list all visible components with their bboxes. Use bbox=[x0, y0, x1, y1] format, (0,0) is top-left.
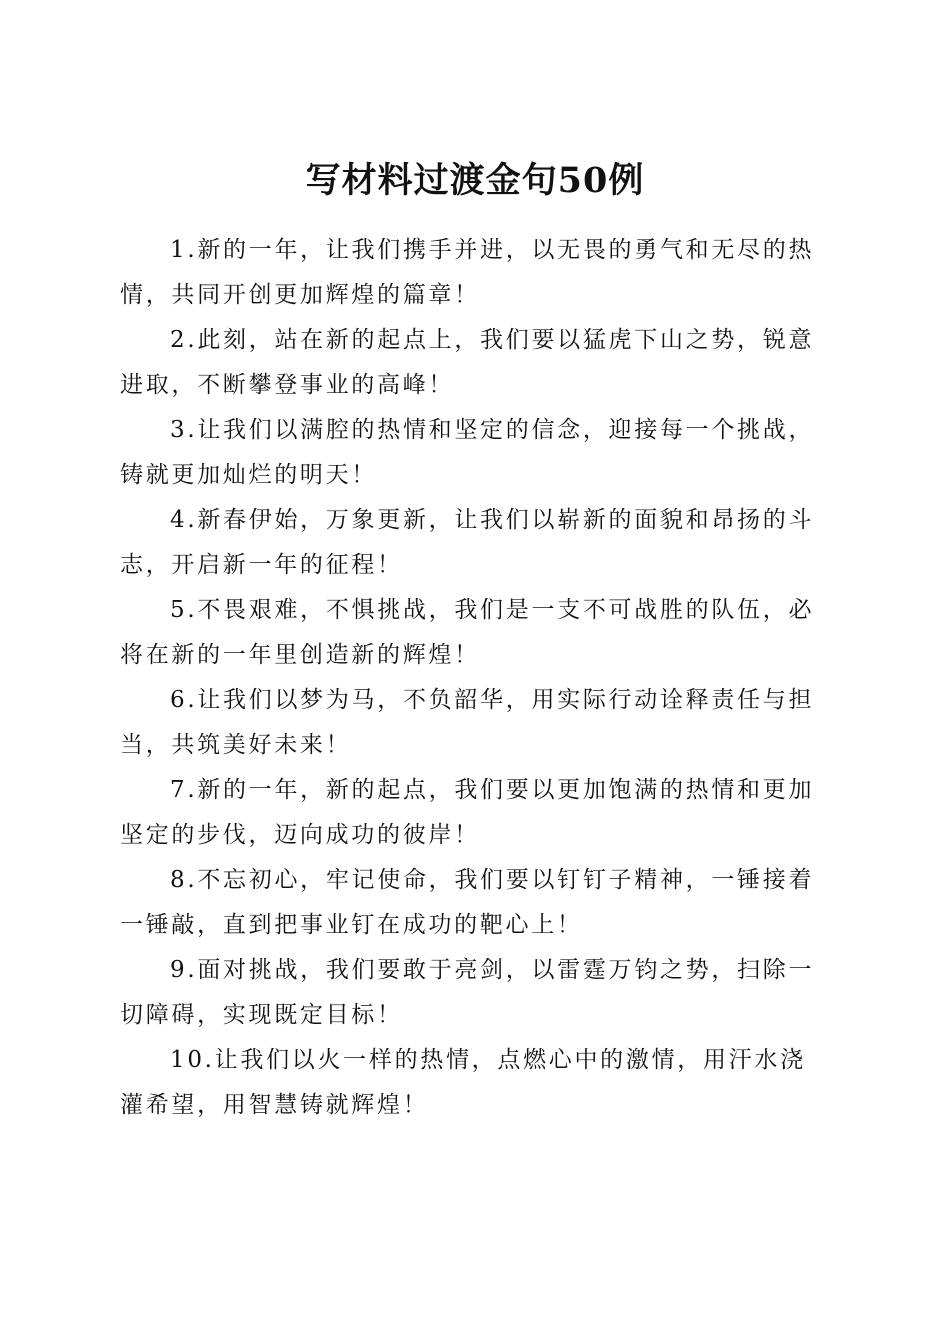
paragraph-5: 5.不畏艰难，不惧挑战，我们是一支不可战胜的队伍，必将在新的一年里创造新的辉煌！ bbox=[120, 597, 815, 668]
paragraph-1: 1.新的一年，让我们携手并进，以无畏的勇气和无尽的热情，共同开创更加辉煌的篇章！ bbox=[120, 237, 815, 308]
paragraph-9: 9.面对挑战，我们要敢于亮剑，以雷霆万钧之势，扫除一切障碍，实现既定目标！ bbox=[120, 957, 815, 1028]
paragraph-7: 7.新的一年，新的起点，我们要以更加饱满的热情和更加坚定的步伐，迈向成功的彼岸！ bbox=[120, 777, 815, 848]
paragraph-3: 3.让我们以满腔的热情和坚定的信念，迎接每一个挑战，铸就更加灿烂的明天！ bbox=[120, 417, 815, 488]
paragraph-2: 2.此刻，站在新的起点上，我们要以猛虎下山之势，锐意进取，不断攀登事业的高峰！ bbox=[120, 327, 815, 398]
paragraph-6: 6.让我们以梦为马，不负韶华，用实际行动诠释责任与担当，共筑美好未来！ bbox=[120, 687, 815, 758]
document-body bbox=[120, 228, 825, 1128]
paragraph-4: 4.新春伊始，万象更新，让我们以崭新的面貌和昂扬的斗志，开启新一年的征程！ bbox=[120, 507, 815, 578]
document-title: 写材料过渡金句50例 bbox=[305, 160, 645, 202]
paragraph-8: 8.不忘初心，牢记使命，我们要以钉钉子精神，一锤接着一锤敲，直到把事业钉在成功的靶心上！ bbox=[120, 867, 815, 938]
paragraph-10: 10.让我们以火一样的热情，点燃心中的激情，用汗水浇灌希望，用智慧铸就辉煌！ bbox=[120, 1047, 806, 1118]
